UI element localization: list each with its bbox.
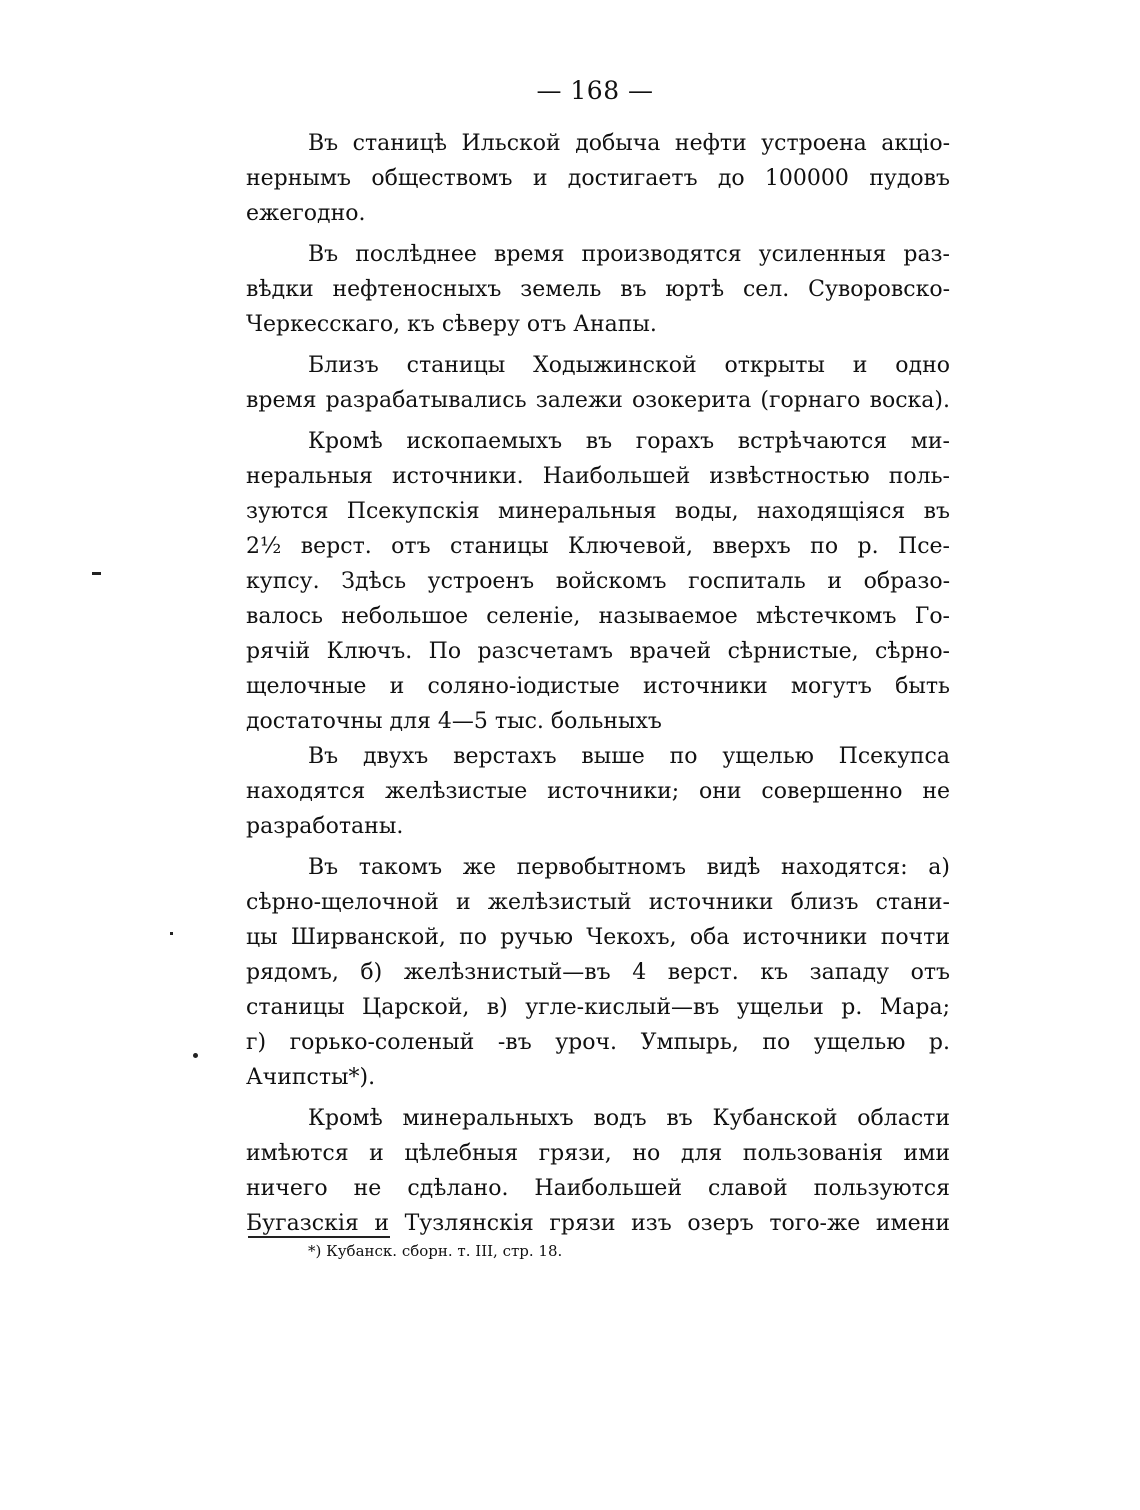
text-line: цы Ширванской, по ручью Чекохъ, оба источники почти bbox=[246, 925, 950, 950]
text-line: разработаны. bbox=[246, 814, 404, 839]
footnote: *) Кубанск. сборн. т. III, стр. 18. bbox=[308, 1242, 563, 1260]
paragraph bbox=[246, 126, 950, 231]
print-speck bbox=[193, 1053, 198, 1058]
text-line: Ачипсты*). bbox=[246, 1065, 376, 1090]
text-line: Въ такомъ же первобытномъ видѣ находятся: а) bbox=[308, 855, 950, 880]
print-speck bbox=[170, 932, 173, 935]
text-line: станицы Царской, в) угле-кислый—въ ущельи р. Мара; bbox=[246, 995, 950, 1020]
text-line: время разрабатывались залежи озокерита (горнаго воска). bbox=[246, 388, 950, 413]
text-line: Въ станицѣ Ильской добыча нефти устроена акціо- bbox=[308, 131, 950, 156]
paragraph bbox=[246, 850, 950, 1095]
text-line: находятся желѣзистые источники; они совершенно не bbox=[246, 779, 950, 804]
text-line: 2½ верст. отъ станицы Ключевой, вверхъ по р. Псе- bbox=[246, 534, 950, 559]
text-line: сѣрно-щелочной и желѣзистый источники близъ стани- bbox=[246, 890, 950, 915]
text-line: рядомъ, б) желѣзнистый—въ 4 верст. къ западу отъ bbox=[246, 960, 950, 985]
text-line: имѣются и цѣлебныя грязи, но для пользованія ими bbox=[246, 1141, 950, 1166]
text-line: щелочные и соляно-іодистые источники могутъ быть bbox=[246, 674, 950, 699]
text-line: Въ послѣднее время производятся усиленныя раз- bbox=[308, 242, 950, 267]
text-line: валось небольшое селеніе, называемое мѣстечкомъ Го- bbox=[246, 604, 950, 629]
paragraph bbox=[246, 237, 950, 342]
text-line: ничего не сдѣлано. Наибольшей славой пользуются bbox=[246, 1176, 950, 1201]
text-line: нернымъ обществомъ и достигаетъ до 100000 пудовъ bbox=[246, 166, 950, 191]
paragraph bbox=[246, 739, 950, 844]
body-text bbox=[246, 126, 950, 1241]
footnote-divider bbox=[248, 1236, 390, 1238]
text-line: Кромѣ ископаемыхъ въ горахъ встрѣчаются ми- bbox=[308, 429, 950, 454]
text-line: рячій Ключъ. По разсчетамъ врачей сѣрнистые, сѣрно- bbox=[246, 639, 950, 664]
text-line: достаточны для 4—5 тыс. больныхъ bbox=[246, 709, 662, 734]
print-speck bbox=[92, 572, 101, 575]
text-line: Въ двухъ верстахъ выше по ущелью Псекупса bbox=[308, 744, 950, 769]
text-line: г) горько-соленый -въ уроч. Умпырь, по ущелью р. bbox=[246, 1030, 950, 1055]
paragraph bbox=[246, 1101, 950, 1241]
paragraph bbox=[246, 348, 950, 418]
text-line: купсу. Здѣсь устроенъ войскомъ госпиталь и образо- bbox=[246, 569, 950, 594]
text-line: вѣдки нефтеносныхъ земель въ юртѣ сел. Суворовско- bbox=[246, 277, 950, 302]
text-line: Черкесскаго, къ сѣверу отъ Анапы. bbox=[246, 312, 657, 337]
text-line: неральныя источники. Наибольшей извѣстностью поль- bbox=[246, 464, 950, 489]
text-line: зуются Псекупскія минеральныя воды, находящіяся въ bbox=[246, 499, 950, 524]
text-line: Бугазскія и Тузлянскія грязи изъ озеръ того-же имени bbox=[246, 1211, 950, 1236]
text-line: Кромѣ минеральныхъ водъ въ Кубанской области bbox=[308, 1106, 950, 1131]
text-line: Близъ станицы Ходыжинской открыты и одно bbox=[308, 353, 950, 378]
paragraph bbox=[246, 424, 950, 739]
text-line: ежегодно. bbox=[246, 201, 366, 226]
page-number: — 168 — bbox=[536, 76, 654, 105]
